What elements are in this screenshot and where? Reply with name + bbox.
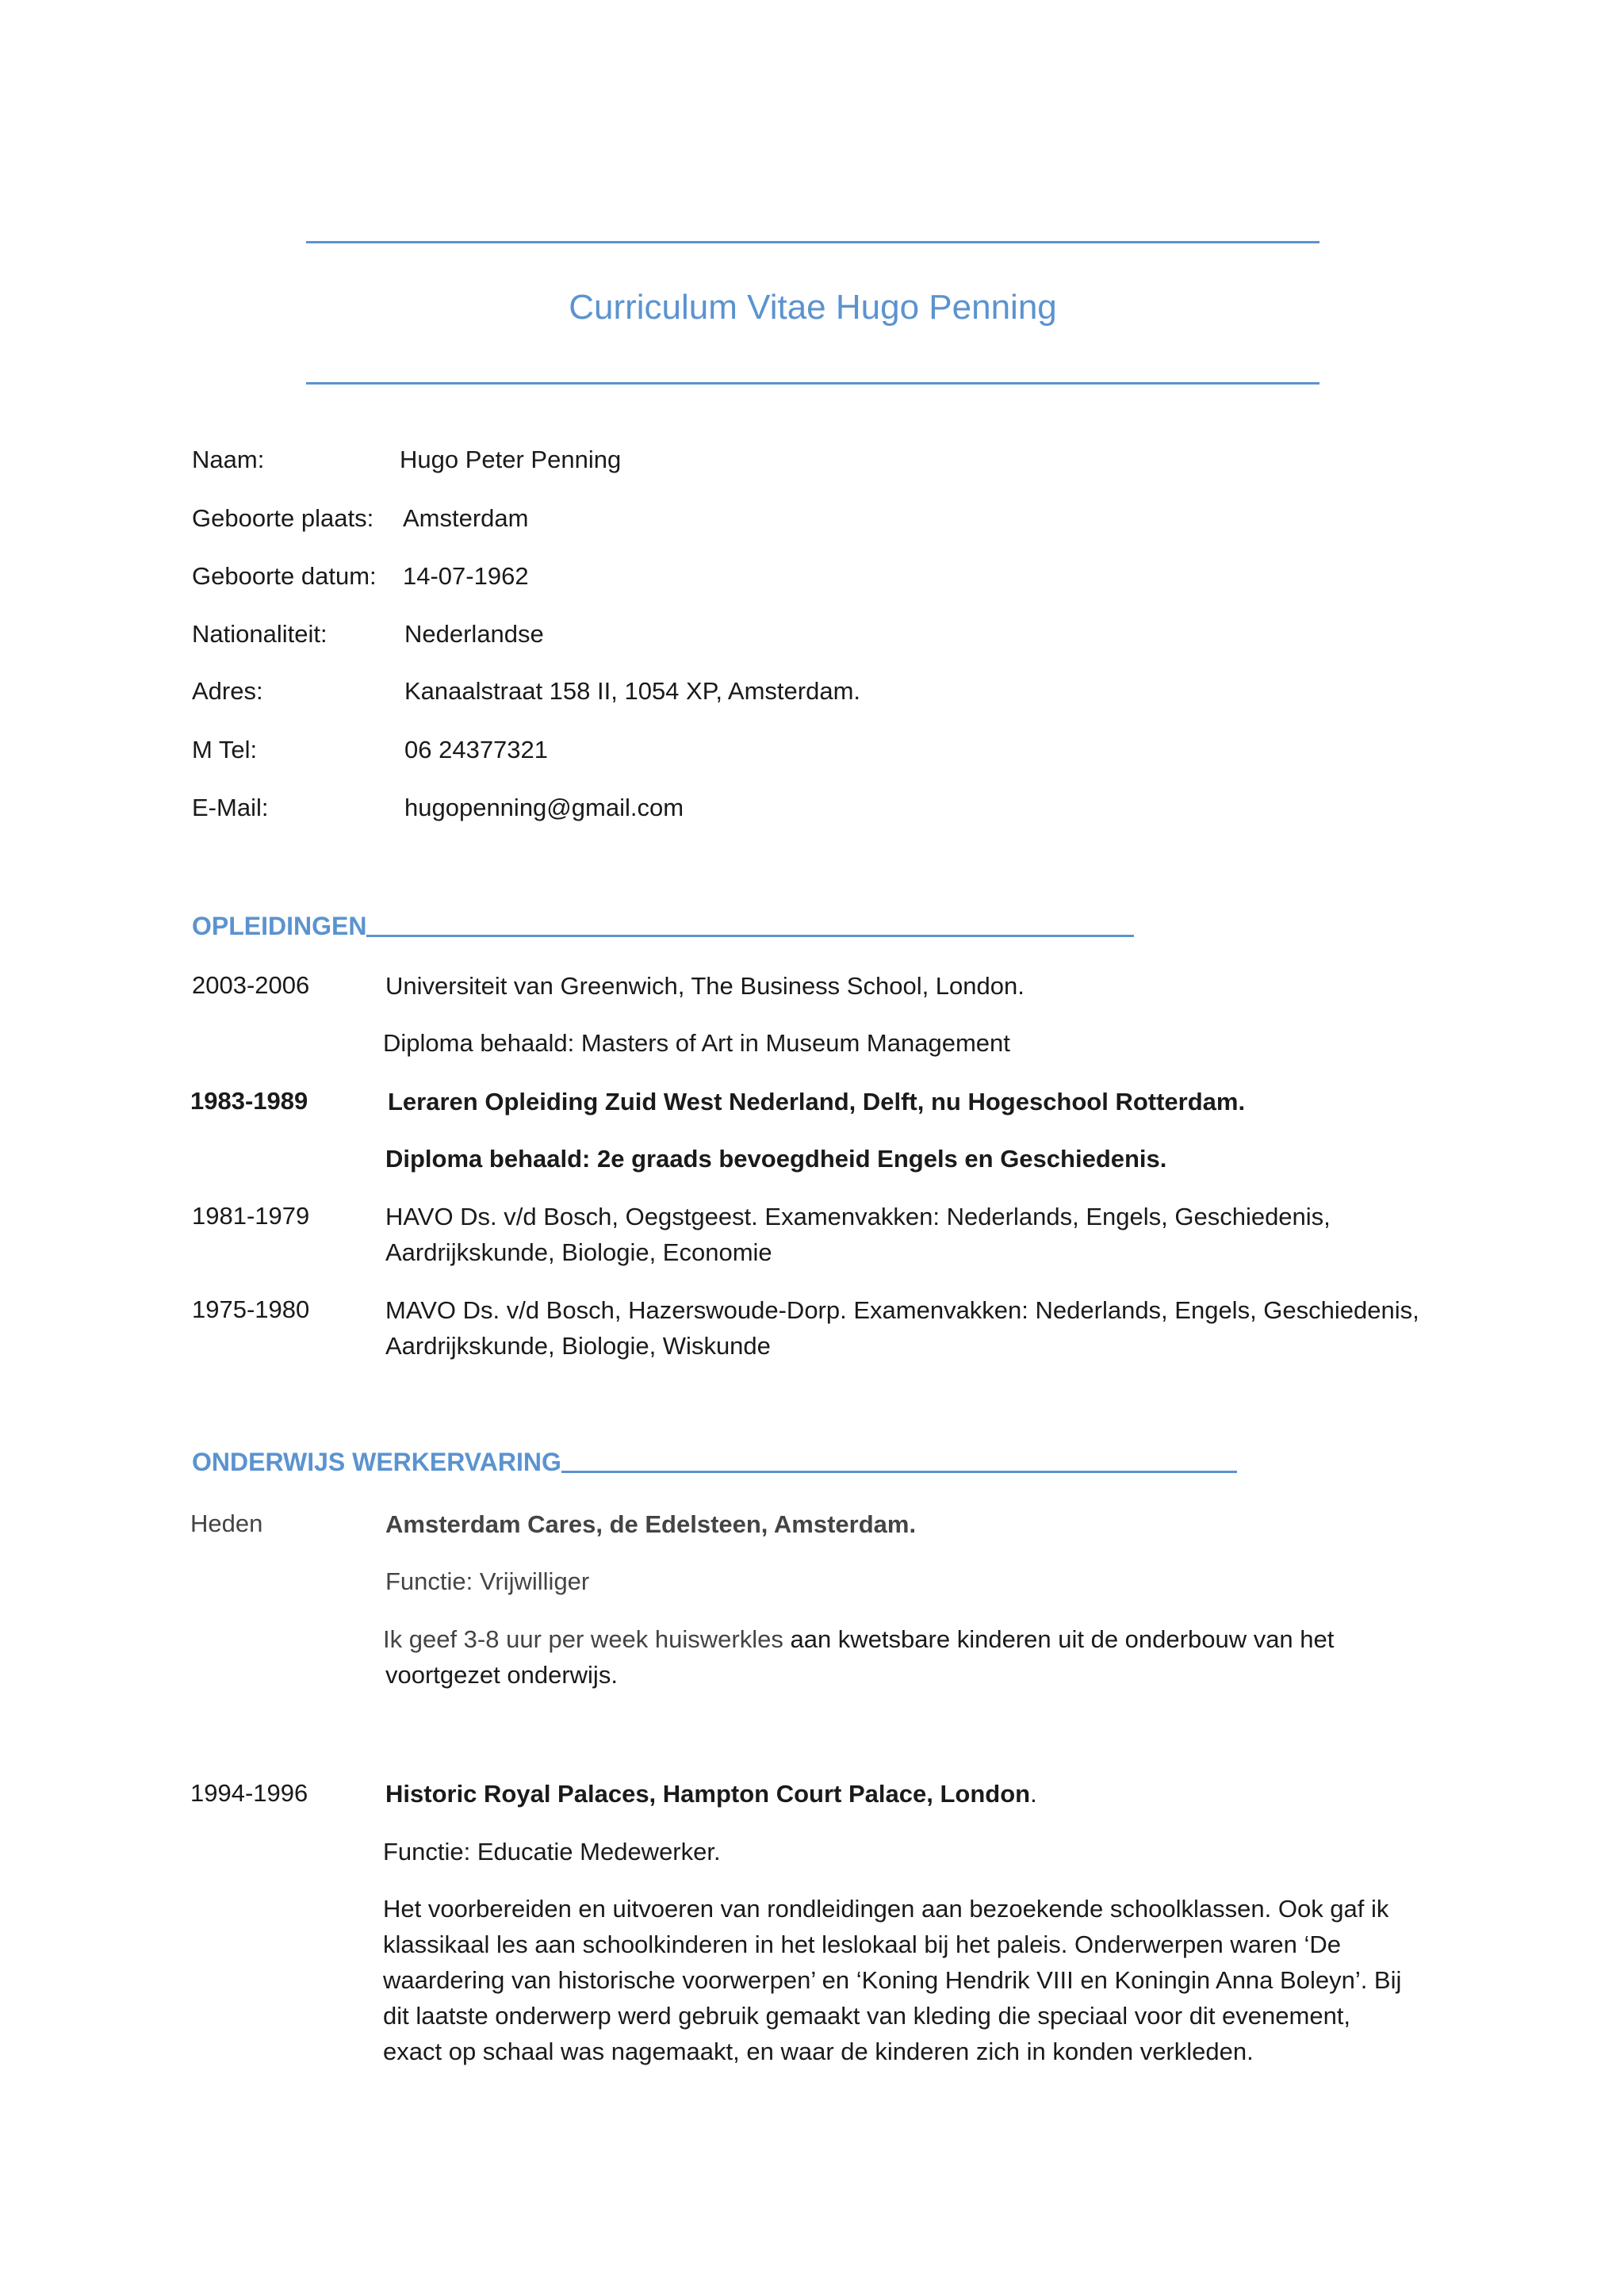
education-years: 1975-1980 bbox=[192, 1295, 310, 1323]
education-institution: Universiteit van Greenwich, The Business School, London. bbox=[385, 972, 1025, 1000]
page-title: Curriculum Vitae Hugo Penning bbox=[569, 288, 1057, 327]
field-label-tel: M Tel: bbox=[192, 736, 258, 763]
work-description bbox=[383, 1621, 1430, 1657]
field-value-geboortedatum: 14-07-1962 bbox=[403, 562, 529, 590]
field-label-geboorteplaats: Geboorte plaats: bbox=[192, 504, 374, 532]
field-value-tel: 06 24377321 bbox=[404, 736, 549, 763]
work-description-line: Het voorbereiden en uitvoeren van rondleidingen aan bezoekende schoolklassen. Ook gaf ik bbox=[383, 1895, 1389, 1923]
title-rule-top bbox=[306, 241, 1320, 243]
education-years: 1981-1979 bbox=[192, 1202, 310, 1230]
education-subjects: Aardrijkskunde, Biologie, Wiskunde bbox=[385, 1332, 771, 1360]
field-value-adres: Kanaalstraat 158 II, 1054 XP, Amsterdam. bbox=[404, 677, 860, 705]
work-years: 1994-1996 bbox=[190, 1779, 308, 1807]
work-employer-name: Historic Royal Palaces, Hampton Court Palace, London bbox=[385, 1780, 1031, 1808]
education-diploma: Diploma behaald: 2e graads bevoegdheid Engels en Geschiedenis. bbox=[385, 1145, 1167, 1173]
work-function: Functie: Educatie Medewerker. bbox=[383, 1838, 721, 1866]
section-heading-opleidingen bbox=[192, 910, 1134, 942]
title-rule-bottom bbox=[306, 382, 1320, 385]
work-description-line: klassikaal les aan schoolkinderen in het leslokaal bij het paleis. Onderwerpen waren ‘De bbox=[383, 1931, 1341, 1958]
field-value-nationaliteit: Nederlandse bbox=[404, 620, 544, 648]
work-description bbox=[383, 1891, 1430, 2069]
education-institution: MAVO Ds. v/d Bosch, Hazerswoude-Dorp. Examenvakken: Nederlands, Engels, Geschiedenis, bbox=[385, 1296, 1419, 1324]
field-value-naam: Hugo Peter Penning bbox=[400, 446, 622, 473]
work-employer bbox=[385, 1776, 1037, 1812]
education-institution: Leraren Opleiding Zuid West Nederland, Delft, nu Hogeschool Rotterdam. bbox=[388, 1088, 1246, 1115]
work-description-line: waardering van historische voorwerpen’ en ‘Koning Hendrik VIII en Koningin Anna Boleyn’. Bij bbox=[383, 1966, 1402, 1994]
section-title-opleidingen: OPLEIDINGEN bbox=[192, 912, 367, 940]
work-description-line: dit laatste onderwerp werd gebruik gemaakt van kleding die speciaal voor dit evenement, bbox=[383, 2002, 1351, 2030]
work-employer-end: . bbox=[1030, 1780, 1037, 1808]
work-description-line: exact op schaal was nagemaakt, en waar de kinderen zich in konden verkleden. bbox=[383, 2038, 1254, 2065]
work-years: Heden bbox=[190, 1510, 263, 1537]
field-value-email[interactable] bbox=[404, 792, 684, 824]
field-value-geboorteplaats: Amsterdam bbox=[403, 504, 529, 532]
work-description-part: aan kwetsbare kinderen uit de onderbouw van het bbox=[783, 1625, 1335, 1653]
section-underline bbox=[561, 1471, 1237, 1473]
work-employer: Amsterdam Cares, de Edelsteen, Amsterdam. bbox=[385, 1510, 917, 1538]
section-underline bbox=[366, 935, 1134, 937]
section-heading-werkervaring bbox=[192, 1446, 1237, 1478]
field-label-geboortedatum: Geboorte datum: bbox=[192, 562, 377, 590]
work-description-line: voortgezet onderwijs. bbox=[385, 1661, 618, 1689]
section-title-werkervaring: ONDERWIJS WERKERVARING bbox=[192, 1448, 561, 1476]
education-years: 1983-1989 bbox=[190, 1087, 308, 1115]
work-function: Functie: Vrijwilliger bbox=[385, 1567, 590, 1595]
field-label-adres: Adres: bbox=[192, 677, 263, 705]
field-label-nationaliteit: Nationaliteit: bbox=[192, 620, 327, 648]
education-subjects: Aardrijkskunde, Biologie, Economie bbox=[385, 1238, 772, 1266]
work-description-part: Ik geef 3-8 uur per week huiswerkles bbox=[383, 1625, 783, 1653]
education-institution: HAVO Ds. v/d Bosch, Oegstgeest. Examenvakken: Nederlands, Engels, Geschiedenis, bbox=[385, 1203, 1331, 1230]
field-label-email: E-Mail: bbox=[192, 794, 269, 821]
education-diploma: Diploma behaald: Masters of Art in Museum Management bbox=[383, 1029, 1010, 1057]
field-label-naam: Naam: bbox=[192, 446, 265, 473]
email-link[interactable]: hugopenning@gmail.com bbox=[404, 794, 684, 821]
education-years: 2003-2006 bbox=[192, 971, 310, 999]
